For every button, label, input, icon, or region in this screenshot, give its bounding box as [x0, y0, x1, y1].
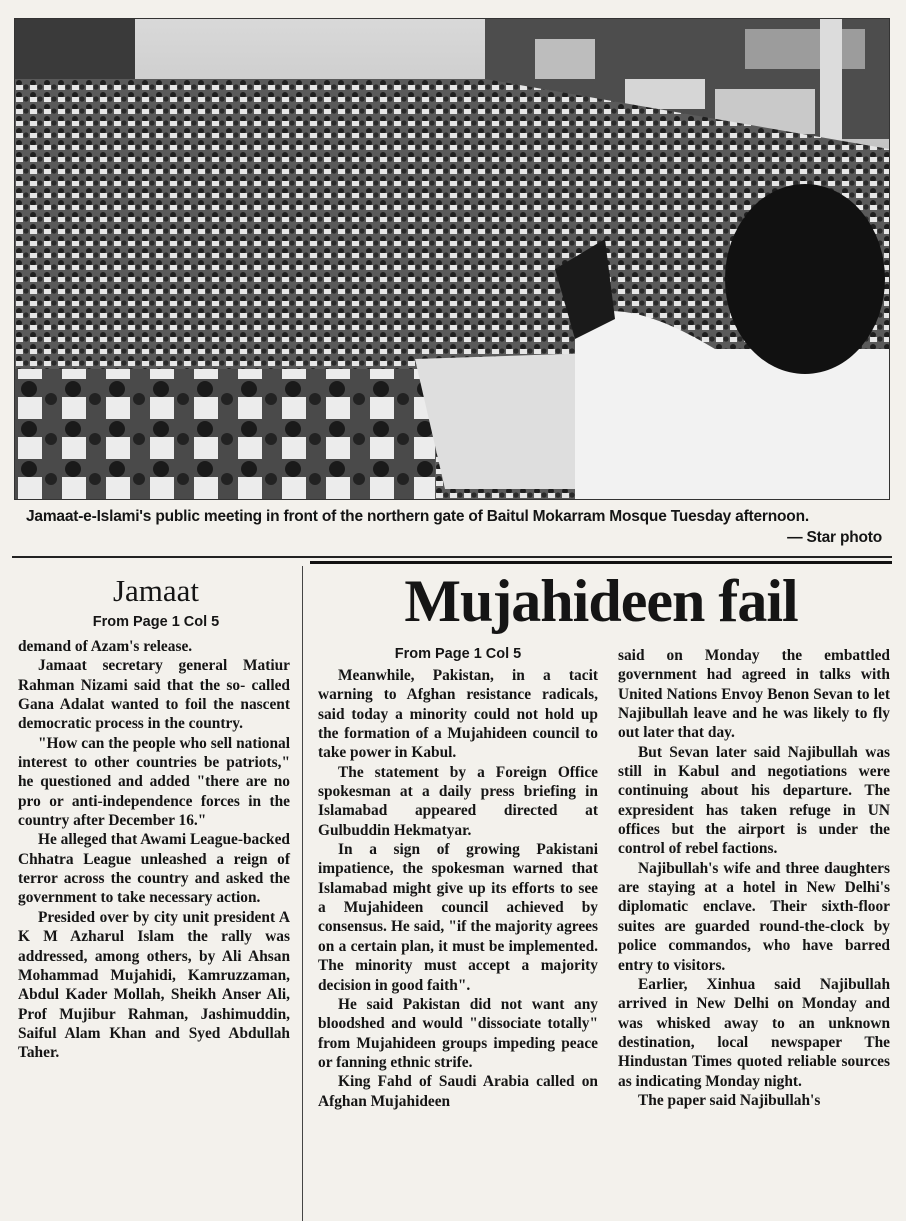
paragraph: Meanwhile, Pakistan, in a tacit warning to Afghan resistance radicals, said today a minority could not hold up the formation of a Mujahideen council to take power in Kabul.	[318, 667, 598, 762]
mujahideen-column-2	[618, 646, 890, 1110]
paragraph: King Fahd of Saudi Arabia called on Afghan Mujahideen	[318, 1073, 598, 1110]
mujahideen-column-1	[318, 666, 598, 1111]
jamaat-jump-line: From Page 1 Col 5	[92, 614, 220, 630]
paragraph: Presided over by city unit president A K M Azharul Islam the rally was addressed, among others, by Ali Ahsan Mohammad Mujahidi, Kamruzzaman, Abdul Kader Mollah, Sheikh Anser Ali, Prof Mujibur Rahman, Jashimuddin, Saiful Alam Khan and Syed Abdullah Taher.	[18, 908, 290, 1062]
mujahideen-jump-line: From Page 1 Col 5	[394, 646, 522, 662]
paragraph: said on Monday the embattled government had agreed in talks with United Nations Envoy Benon Sevan to let Najibullah leave and he was likely to fly out later that day.	[618, 647, 890, 742]
headline-rule	[310, 561, 892, 564]
paragraph: Najibullah's wife and three daughters are staying at a hotel in New Delhi's diplomatic enclave. Their sixth-floor suites are guarded round-the-clock by police commandos, who have barred entry to visitors.	[618, 859, 890, 974]
photo-caption	[26, 506, 884, 546]
caption-text: Jamaat-e-Islami's public meeting in front of the northern gate of Baitul Mokarram Mosque Tuesday afternoon.	[26, 508, 809, 525]
jamaat-article-body	[18, 637, 290, 1063]
section-rule	[12, 556, 892, 558]
paragraph: The statement by a Foreign Office spokesman at a daily press briefing in Islamabad appeared directed at Gulbuddin Hekmatyar.	[318, 763, 598, 839]
rally-photo	[14, 18, 890, 500]
paragraph: But Sevan later said Najibullah was still in Kabul and negotiations were continuing about his departure. The expresident has taken refuge in UN offices but the airport is under the control of rebel factions.	[618, 743, 890, 858]
column-divider	[302, 566, 303, 1221]
paragraph: He alleged that Awami League-backed Chhatra League unleashed a reign of terror across the country and asked the government to take necessary action.	[18, 831, 290, 907]
paragraph: Jamaat secretary general Matiur Rahman Nizami said that the so- called Gana Adalat wanted to foil the nascent democratic process in the country.	[18, 657, 290, 733]
paragraph: He said Pakistan did not want any bloodshed and would "dissociate totally" from Mujahideen groups impeding peace or fanning ethnic strife.	[318, 995, 598, 1071]
photo-credit: — Star photo	[787, 529, 882, 546]
jamaat-headline: Jamaat	[112, 573, 200, 608]
paragraph: In a sign of growing Pakistani impatience, the spokesman warned that Islamabad might give up its efforts to see a Mujahideen council achieved by consensus. He said, "if the majority agrees on a certain plan, it must be implemented. The minority must accept a majority decision in good faith".	[318, 841, 598, 994]
paragraph: demand of Azam's release.	[18, 638, 193, 655]
mujahideen-headline: Mujahideen fail	[404, 568, 798, 634]
paragraph: The paper said Najibullah's	[638, 1091, 821, 1109]
paragraph: "How can the people who sell national interest to other countries be patriots," he questioned and added "there are no pro or anti-independence forces in the country after December 16."	[18, 734, 290, 830]
paragraph: Earlier, Xinhua said Najibullah arrived in New Delhi on Monday and was whisked away to an unknown destination, local newspaper The Hindustan Times quoted reliable sources as indicating Monday night.	[618, 975, 890, 1090]
